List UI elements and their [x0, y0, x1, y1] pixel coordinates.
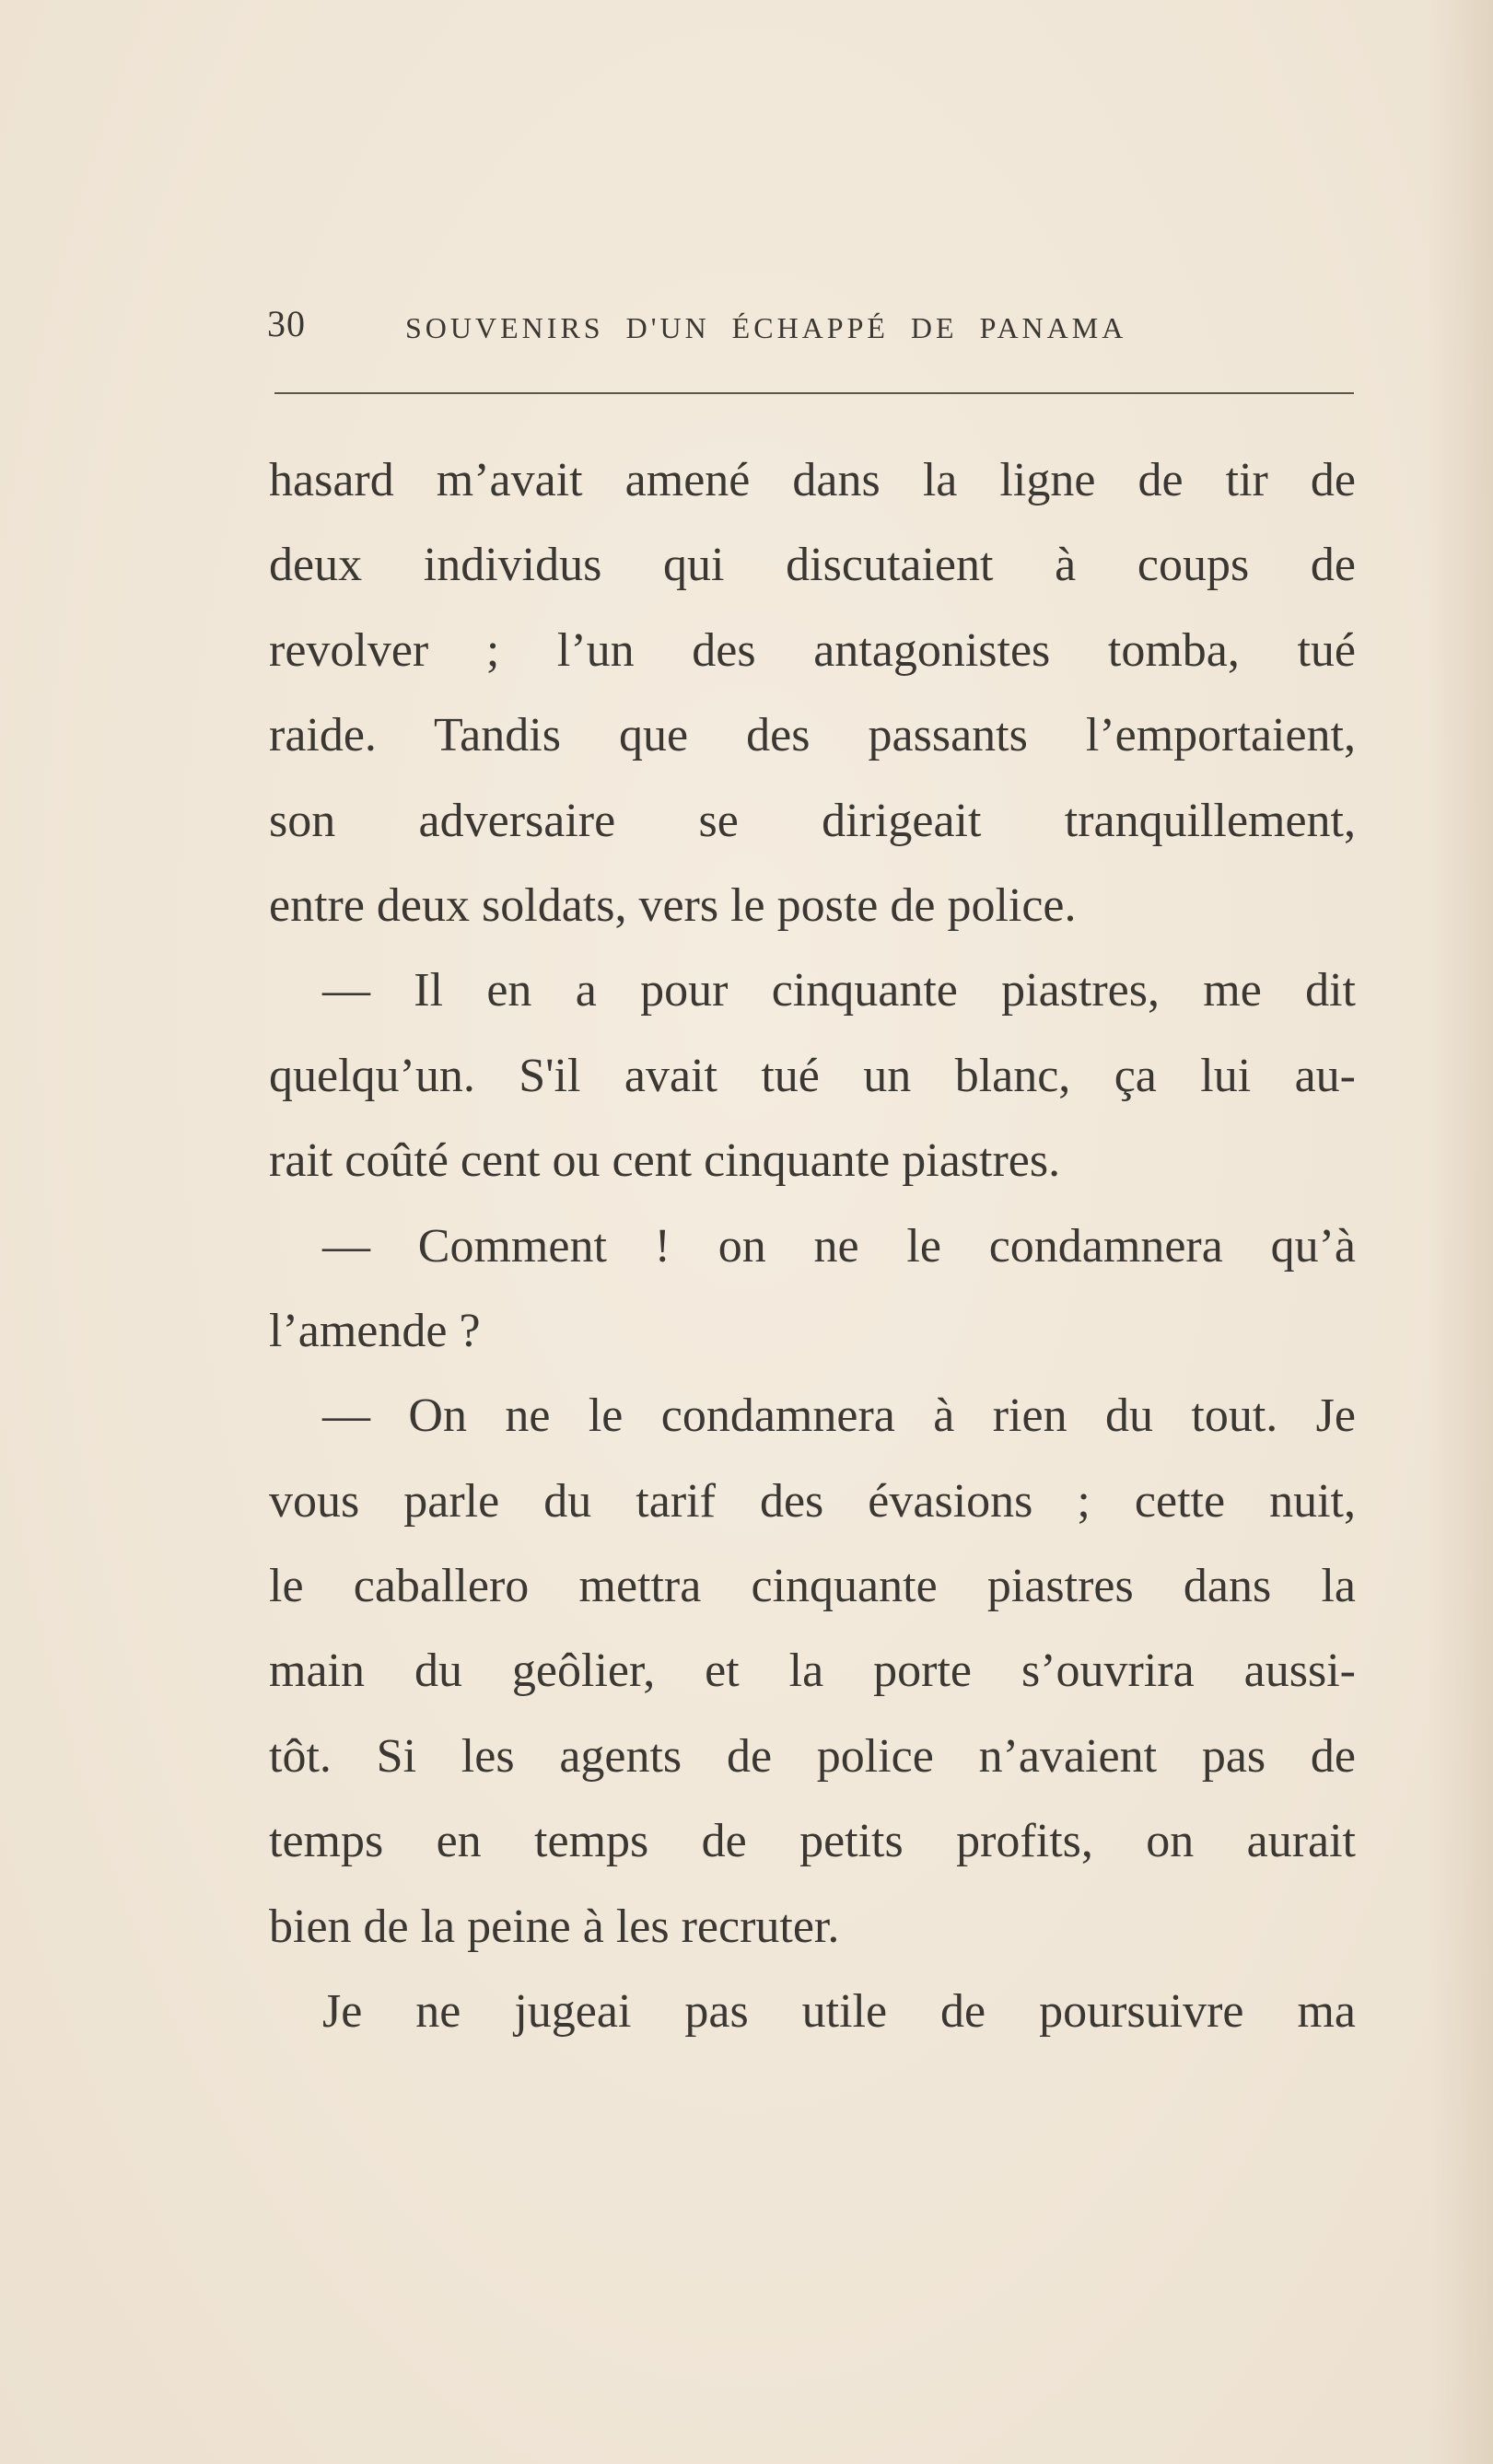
text-line: — On ne le condamnera à rien du tout. Je — [322, 1389, 1356, 1443]
text-line: — Comment ! on ne le condamnera qu’à — [322, 1219, 1356, 1273]
text-line: deux individus qui discutaient à coups de — [269, 539, 1356, 592]
text-line: Je ne jugeai pas utile de poursuivre ma — [322, 1985, 1356, 2039]
body-text — [269, 438, 1356, 2054]
text-line: rait coûté cent ou cent cinquante piastres. — [269, 1134, 1061, 1188]
page-edge-shadow — [1429, 0, 1493, 2464]
text-line: son adversaire se dirigeait tranquillement, — [269, 794, 1356, 847]
text-line: bien de la peine à les recruter. — [269, 1900, 840, 1953]
text-line: hasard m’avait amené dans la ligne de tir de — [269, 454, 1356, 506]
text-line: le caballero mettra cinquante piastres dans la — [269, 1560, 1356, 1613]
page-number: 30 — [267, 303, 306, 344]
text-line: raide. Tandis que des passants l’emportaient, — [269, 709, 1356, 762]
text-line: vous parle du tarif des évasions ; cette nuit, — [269, 1474, 1356, 1528]
text-line: revolver ; l’un des antagonistes tomba, tué — [269, 623, 1356, 677]
text-line: main du geôlier, et la porte s’ouvrira aussi- — [269, 1645, 1356, 1698]
running-head — [267, 302, 1354, 357]
text-line: l’amende ? — [269, 1304, 481, 1357]
header-rule — [274, 392, 1354, 394]
text-line: temps en temps de petits profits, on aurait — [269, 1815, 1356, 1868]
text-line: quelqu’un. S'il avait tué un blanc, ça lui au- — [269, 1049, 1356, 1102]
running-title: SOUVENIRS D'UN ÉCHAPPÉ DE PANAMA — [405, 311, 1127, 344]
text-line: tôt. Si les agents de police n’avaient pas de — [269, 1729, 1356, 1783]
text-line: entre deux soldats, vers le poste de police. — [269, 878, 1077, 932]
text-line: — Il en a pour cinquante piastres, me dit — [322, 964, 1356, 1017]
